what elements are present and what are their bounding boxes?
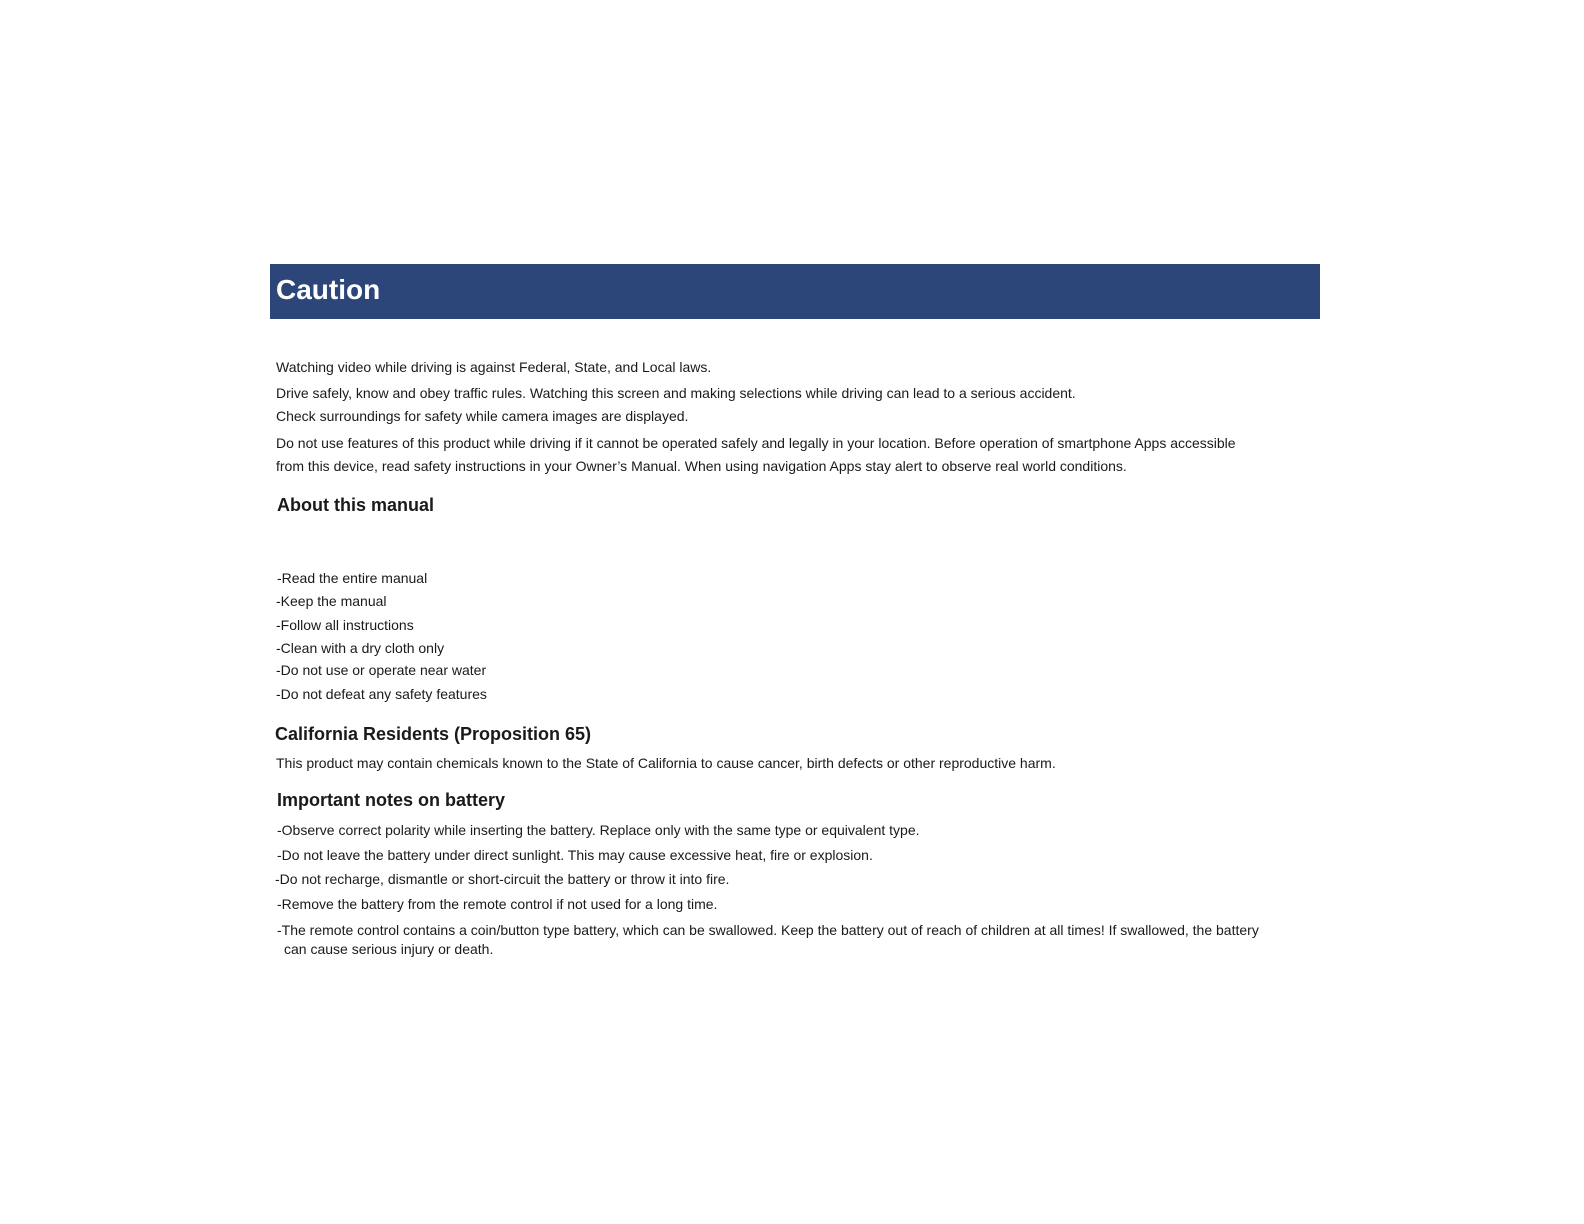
manual-item: -Do not use or operate near water — [276, 662, 487, 678]
battery-item: -Do not recharge, dismantle or short-circuit the battery or throw it into fire. — [275, 871, 730, 887]
manual-item: -Read the entire manual — [277, 570, 428, 586]
battery-item: -Remove the battery from the remote control if not used for a long time. — [277, 896, 718, 912]
manual-item: -Keep the manual — [276, 593, 387, 609]
battery-item: -Observe correct polarity while inserting the battery. Replace only with the same type or equivalent type. — [277, 822, 920, 838]
california-heading: California Residents (Proposition 65) — [275, 724, 592, 744]
warning-line: from this device, read safety instructions in your Owner’s Manual. When using navigation Apps stay alert to observe real world conditions. — [276, 458, 1127, 474]
caution-banner — [270, 264, 1320, 319]
battery-heading: Important notes on battery — [277, 790, 506, 810]
manual-item: -Do not defeat any safety features — [276, 686, 487, 702]
california-text: This product may contain chemicals known to the State of California to cause cancer, birth defects or other reproductive harm. — [276, 755, 1056, 771]
warning-line: Watching video while driving is against Federal, State, and Local laws. — [276, 359, 712, 375]
caution-title: Caution — [276, 274, 381, 305]
manual-item: -Clean with a dry cloth only — [276, 640, 445, 656]
manual-item: -Follow all instructions — [276, 617, 414, 633]
warning-line: Check surroundings for safety while camera images are displayed. — [276, 408, 689, 424]
battery-item: -Do not leave the battery under direct sunlight. This may cause excessive heat, fire or explosion. — [277, 847, 873, 863]
warning-line: Drive safely, know and obey traffic rules. Watching this screen and making selections while driving can lead to a serious accident. — [276, 385, 1076, 401]
about-manual-heading: About this manual — [277, 495, 434, 515]
battery-item: -The remote control contains a coin/button type battery, which can be swallowed. Keep the battery out of reach of children at all times! If swallowed, the battery — [277, 922, 1259, 938]
warning-line: Do not use features of this product while driving if it cannot be operated safely and legally in your location. Before operation of smartphone Apps accessible — [276, 435, 1236, 451]
battery-item-continuation: can cause serious injury or death. — [284, 941, 494, 957]
